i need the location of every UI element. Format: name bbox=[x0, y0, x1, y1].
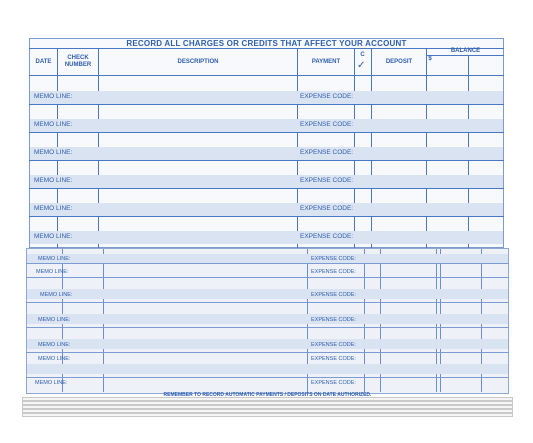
row-line bbox=[26, 302, 509, 303]
payment-header: PAYMENT bbox=[311, 59, 341, 65]
shaded-band bbox=[30, 175, 503, 188]
memo-line-label: MEMO LINE: bbox=[34, 177, 73, 184]
memo-line-label: MEMO LINE: bbox=[34, 149, 73, 156]
shaded-band bbox=[30, 119, 503, 132]
shaded-band bbox=[30, 147, 503, 160]
row-line bbox=[29, 104, 504, 105]
paper-edge bbox=[22, 413, 513, 417]
memo-line-label: MEMO LINE: bbox=[34, 93, 73, 100]
footer-reminder: REMEMBER TO RECORD AUTOMATIC PAYMENTS / DEPOSITS ON DATE AUTHORIZED. bbox=[163, 392, 372, 398]
row-line bbox=[29, 160, 504, 161]
expense-code-label: EXPENSE CODE: bbox=[311, 356, 356, 362]
check-number-header: CHECK NUMBER bbox=[64, 55, 92, 68]
balance-divider bbox=[426, 55, 504, 56]
expense-code-label: EXPENSE CODE: bbox=[300, 149, 354, 156]
shaded-band bbox=[30, 231, 503, 244]
row-line bbox=[26, 263, 509, 264]
memo-line-label: MEMO LINE: bbox=[38, 342, 71, 348]
shaded-band bbox=[27, 289, 508, 299]
memo-line-label: MEMO LINE: bbox=[35, 380, 68, 386]
deposit-header: DEPOSIT bbox=[385, 59, 413, 65]
memo-line-label: MEMO LINE: bbox=[34, 205, 73, 212]
c-header: C bbox=[360, 52, 365, 58]
memo-line-label: MEMO LINE: bbox=[40, 292, 73, 298]
expense-code-label: EXPENSE CODE: bbox=[311, 342, 356, 348]
memo-line-label: MEMO LINE: bbox=[36, 269, 69, 275]
expense-code-label: EXPENSE CODE: bbox=[300, 93, 354, 100]
expense-code-label: EXPENSE CODE: bbox=[311, 256, 356, 262]
row-line bbox=[26, 377, 509, 378]
expense-code-label: EXPENSE CODE: bbox=[311, 269, 356, 275]
shaded-band bbox=[27, 339, 508, 349]
row-line bbox=[29, 188, 504, 189]
expense-code-label: EXPENSE CODE: bbox=[300, 121, 354, 128]
date-header: DATE bbox=[35, 59, 52, 65]
shaded-band bbox=[27, 254, 508, 263]
row-line bbox=[26, 327, 509, 328]
row-line bbox=[26, 352, 509, 353]
memo-line-label: MEMO LINE: bbox=[34, 121, 73, 128]
memo-line-label: MEMO LINE: bbox=[38, 256, 71, 262]
expense-code-label: EXPENSE CODE: bbox=[311, 380, 356, 386]
row-line bbox=[29, 132, 504, 133]
row-line bbox=[26, 277, 509, 278]
shaded-band bbox=[30, 203, 503, 216]
shaded-band bbox=[27, 314, 508, 324]
expense-code-label: EXPENSE CODE: bbox=[300, 177, 354, 184]
expense-code-label: EXPENSE CODE: bbox=[311, 292, 356, 298]
row-line bbox=[29, 216, 504, 217]
expense-code-label: EXPENSE CODE: bbox=[300, 233, 354, 240]
memo-line-label: MEMO LINE: bbox=[34, 233, 73, 240]
balance-header: BALANCE bbox=[450, 48, 481, 54]
shaded-band bbox=[27, 364, 508, 374]
shaded-band bbox=[30, 91, 503, 104]
register-title: RECORD ALL CHARGES OR CREDITS THAT AFFECT YOUR ACCOUNT bbox=[126, 39, 407, 48]
memo-line-label: MEMO LINE: bbox=[38, 356, 71, 362]
expense-code-label: EXPENSE CODE: bbox=[311, 317, 356, 323]
checkmark-icon: ✓ bbox=[357, 60, 366, 71]
memo-line-label: MEMO LINE: bbox=[38, 317, 71, 323]
description-header: DESCRIPTION bbox=[177, 59, 219, 65]
header-bottom-line bbox=[29, 75, 504, 76]
dollar-sign: $ bbox=[428, 56, 432, 62]
expense-code-label: EXPENSE CODE: bbox=[300, 205, 354, 212]
